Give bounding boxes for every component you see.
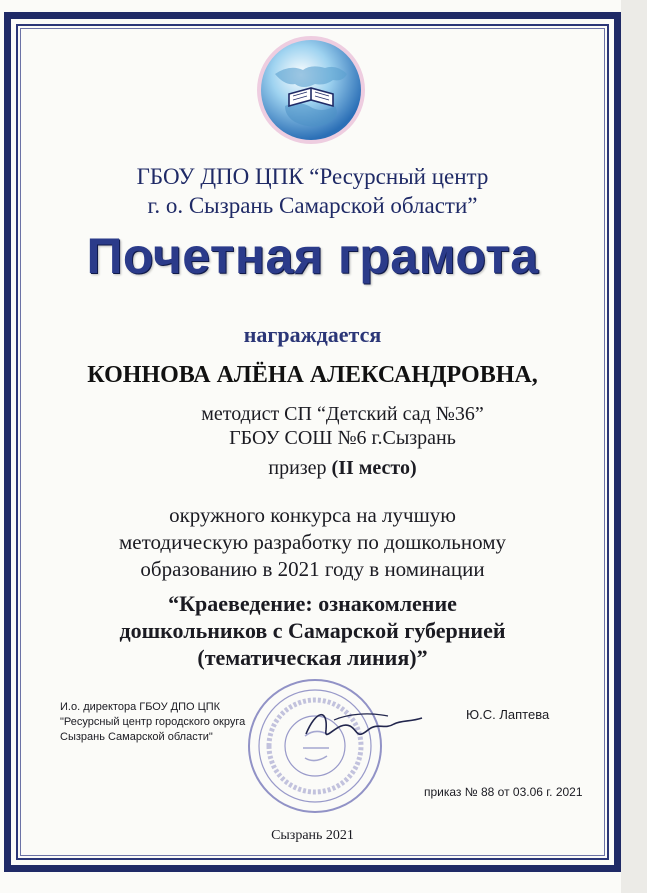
signatory-line-1: И.о. директора ГБОУ ДПО ЦПК — [60, 701, 221, 713]
organization-line-2: г. о. Сызрань Самарской области” — [147, 193, 478, 218]
recipient-position — [60, 402, 625, 450]
globe-book-emblem-icon — [255, 34, 367, 146]
place-value: (II место) — [331, 457, 417, 479]
nomination-line-2: дошкольников с Самарской губернией — [119, 618, 506, 643]
order-reference: приказ № 88 от 03.06 г. 2021 — [424, 785, 583, 799]
organization-line-1: ГБОУ ДПО ЦПК “Ресурсный центр — [136, 164, 489, 189]
description-line-1: окружного конкурса на лучшую — [169, 503, 456, 527]
position-line-2: ГБОУ СОШ №6 г.Сызрань — [229, 427, 456, 449]
description-line-3: образованию в 2021 году в номинации — [140, 557, 485, 581]
signature — [298, 700, 428, 750]
recipient-name: КОННОВА АЛЁНА АЛЕКСАНДРОВНА, — [87, 362, 538, 388]
place-prefix: призер — [268, 457, 327, 479]
certificate-title: Почетная грамота — [86, 228, 539, 284]
place-line — [60, 456, 625, 480]
nomination — [30, 590, 595, 671]
awarded-label: награждается — [243, 322, 382, 347]
position-line-1: методист СП “Детский сад №36” — [201, 403, 484, 425]
description-line-2: методическую разработку по дошкольному — [119, 530, 506, 554]
signatory-name: Ю.С. Лаптева — [466, 707, 550, 722]
city-year: Сызрань 2021 — [271, 828, 354, 843]
signatory-title — [60, 700, 245, 745]
signatory-line-2: "Ресурсный центр городского округа — [60, 716, 246, 728]
nomination-line-3: (тематическая линия)” — [197, 645, 428, 670]
nomination-line-1: “Краеведение: ознакомление — [168, 591, 457, 616]
organization-name — [30, 162, 595, 220]
competition-description — [30, 502, 595, 583]
signatory-line-3: Сызрань Самарской области" — [60, 731, 213, 743]
